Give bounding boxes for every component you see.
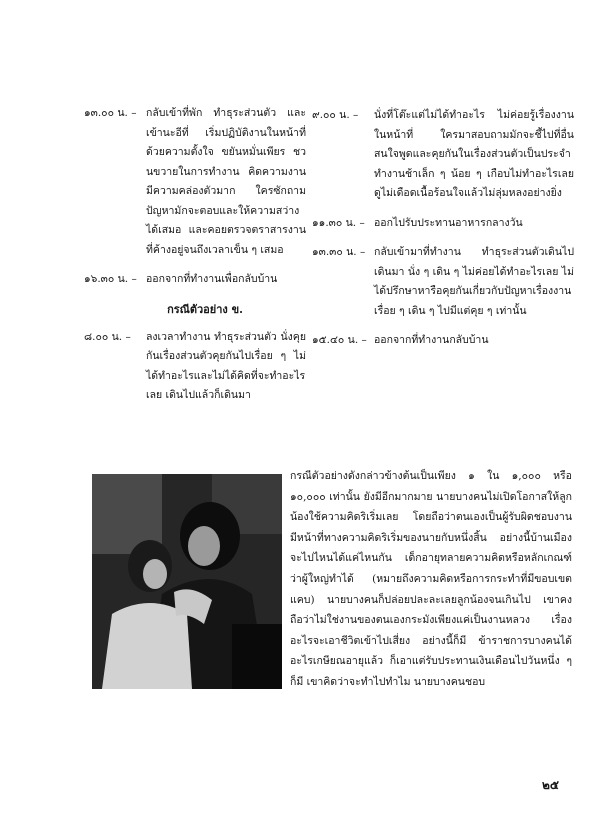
schedule-entry bbox=[312, 331, 574, 351]
entry-time: ๑๕.๔๐ น. – bbox=[312, 334, 367, 346]
photo-people-icon bbox=[92, 474, 282, 689]
left-column bbox=[84, 104, 306, 416]
entry-text: กลับเข้าที่พัก ทำธุระส่วนตัว และเข้านะอีที่ เริ่มปฏิบัติงานในหน้าที่ด้วยความตั้งใจ ขยันหมั่นเพียร ชวนขวายในการทำงาน คิดความงาน มีความคล่องตัวมาก ใครซักถามปัญหามักจะตอบและให้ความสว่างได้เสมอ และคอยตรวจตราสารงานที่ค้างอยู่จนถึงเวลาเข็น ๆ เสมอ bbox=[146, 107, 306, 256]
photo-illustration bbox=[92, 474, 282, 689]
entry-time: ๙.๐๐ น. – bbox=[312, 109, 359, 121]
entry-time: ๑๖.๓๐ น. – bbox=[84, 273, 137, 285]
entry-text: ออกไปรับประทานอาหารกลางวัน bbox=[374, 216, 523, 229]
case-heading: กรณีตัวอย่าง ข. bbox=[167, 302, 243, 316]
schedule-entry bbox=[84, 270, 306, 290]
schedule-entry bbox=[312, 243, 574, 321]
schedule-entry bbox=[84, 104, 306, 260]
schedule-entry bbox=[84, 328, 306, 406]
entry-time: ๘.๐๐ น. – bbox=[84, 330, 131, 343]
right-column bbox=[312, 106, 574, 361]
schedule-entry bbox=[312, 106, 574, 204]
entry-time: ๑๓.๐๐ น. – bbox=[84, 107, 137, 119]
entry-text: ออกจากที่ทำงานกลับบ้าน bbox=[374, 334, 489, 346]
body-paragraph: กรณีตัวอย่างดังกล่าวข้างต้นเป็นเพียง ๑ ใน ๑,๐๐๐ หรือ ๑๐,๐๐๐ เท่านั้น ยังมีอีกมากมาย นายบางคนไม่เปิดโอกาสให้ลูกน้องใช้ความคิดริเริ่มเลย โดยถือว่าตนเองเป็นผู้รับผิดชอบงาน มีหน้าที่ทางความคิดริเริ่มของนายกับหนึ่งสิ้น อย่างนี้บ้านเมืองจะไปไหนได้แค่ไหนกัน เด็กอายุทลายความคิดหรือหลักเกณฑ์ว่าผู้ใหญ่ทำได้ (หมายถึงความคิดหรือการกระทำที่มีขอบเขตแคบ) นายบางคนก็ปล่อยปละละเลยลูกน้องจนเกินไป เขาคงถือว่าไม่ใช่งานของตนเองกระมังเพียงแค่เป็นงานหลวง เรื่องอะไรจะเอาชีวิตเข้าไปเสี่ยง อย่างนี้ก็มี ข้าราชการบางคนได้อะไรเกษียณอายุแล้ว ก็เอาแต่รับประทานเงินเดือนไปวันหนึ่ง ๆ ก็มี เขาคิดว่าจะทำไปทำไม นายบางคนชอบ bbox=[290, 470, 572, 688]
entry-text: นั่งที่โต๊ะแต่ไม่ได้ทำอะไร ไม่ค่อยรู้เรื่องงานในหน้าที่ ใครมาสอบถามมักจะชี้ไปที่อื่น สนใจพูดและคุยกันในเรื่องส่วนตัวเป็นประจำ ทำงานช้าเล็ก ๆ น้อย ๆ เกือบไม่ทำอะไรเลย ดูไม่เดือดเนื้อร้อนใจแล้วไม่ลุ่มหลงอย่างยิ่ง bbox=[374, 109, 574, 199]
schedule-entry bbox=[312, 214, 574, 234]
entry-time: ๑๑.๓๐ น. – bbox=[312, 216, 365, 229]
entry-time: ๑๓.๓๐ น. – bbox=[312, 246, 366, 258]
entry-text: ลงเวลาทำงาน ทำธุระส่วนตัว นั่งคุยกันเรื่องส่วนตัวคุยกันไปเรื่อย ๆ ไม่ได้ทำอะไรและไม่ได้คิดที่จะทำอะไรเลย เดินไปแล้วก็เดินมา bbox=[146, 330, 306, 401]
entry-text: กลับเข้ามาที่ทำงาน ทำธุระส่วนตัวเดินไปเดินมา นั่ง ๆ เดิน ๆ ไม่ค่อยได้ทำอะไรเลย ไม่ได้ปรึกษาหารือคุยกันเกี่ยวกับปัญหาเรื่องงานเรื่อย ๆ เดิน ๆ ไปมีแต่คุย ๆ เท่านั้น bbox=[374, 246, 574, 317]
page-number: ๒๕ bbox=[542, 778, 559, 792]
entry-text: ออกจากที่ทำงานเพื่อกลับบ้าน bbox=[146, 273, 278, 285]
